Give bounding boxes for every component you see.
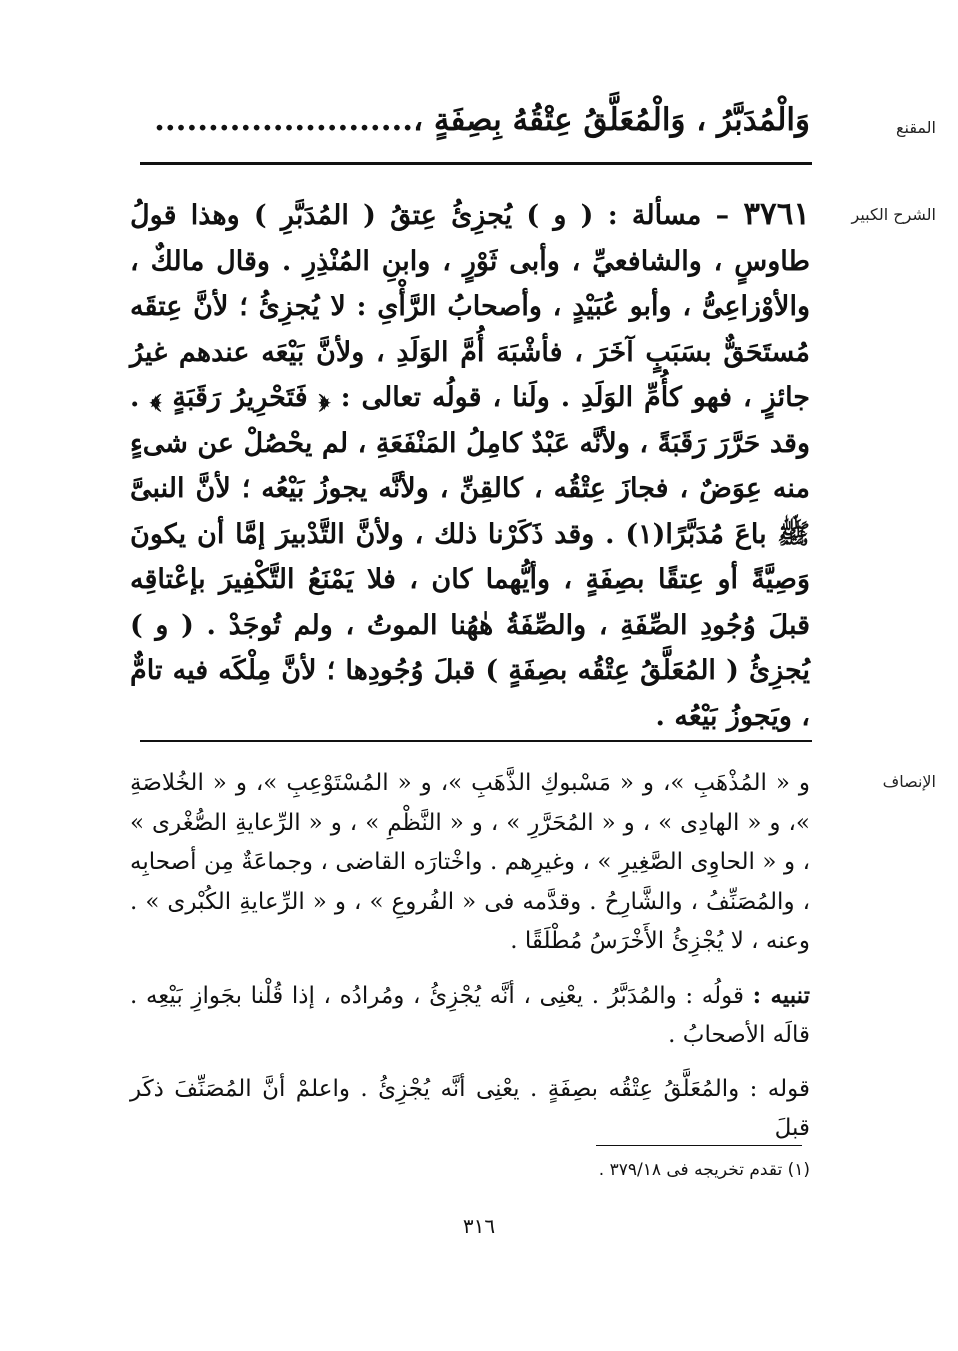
issue-number: ٣٧٦١	[743, 196, 810, 232]
tanbih-paragraph	[130, 976, 810, 1056]
page-number: ٣١٦	[462, 1214, 496, 1238]
sharh-body: – مسألة : ( و ) يُجزِئُ عِتقُ ( المُدَبَّرِ ) وهذا قولُ طاوسٍ ، والشافعيِّ ، وأبى ثَوْرٍ ، وابنِ المُنْذِرِ . وقال مالكٌ ، والأوْزاعِىُّ ، وأبو عُبَيْدٍ ، وأصحابُ الرَّأْىِ : لا يُجزِئُ ؛ لأنَّ عِتقَه مُستَحَقٌّ بسَبَبٍ آخَرَ ، فأشْبَهَ أُمَّ الوَلَدِ ، ولأنَّ بَيْعَه عندهم غيرُ جائزٍ ، فهو كأُمِّ الوَلَدِ . ولَنا ، قولُه تعالى : ﴿ فَتَحْرِيرُ رَقَبَةٍ ﴾ . وقد حَرَّرَ رَقَبَةً ، ولأنَّه عَبْدٌ كامِلُ المَنْفَعَةِ ، لم يحْصُلْ عن شىءٍ منه عِوَضٌ ، فجازَ عِتْقُه ، كالقِنِّ ، ولأنَّه يجوزُ بَيْعُه ؛ لأنَّ النبىَّ ﷺ باعَ مُدَبَّرًا(١) . وقد ذَكَرْنا ذلك ، ولأنَّ التَّدْبيرَ إمَّا أن يكونَ وَصِيَّةً أو عِتقًا بصِفَةٍ ، وأيُّهما كان ، فلا يَمْنَعُ التَّكْفِيرَ بإعْتاقِه قبلَ وُجُودِ الصِّفَةِ ، والصِّفَةُ هٰهُنا الموتُ ، ولم تُوجَدْ . ( و ) يُجزِئُ ( المُعَلَّقُ عِتْقُه بصِفَةٍ ) قبلَ وُجُودِها ؛ لأنَّ مِلْكَه فيه تامٌّ ، ويَجوزُ بَيْعُه .	[130, 200, 810, 732]
footnote: (١) تقدم تخريجه فى ٣٧٩/١٨ .	[598, 1160, 810, 1180]
tanbih-text: قولُه : والمُدَبَّرُ . يعْنِى ، أنَّه يُجْزِئُ ، ومُرادُه ، إذا قُلْنا بجَوازِ بَيْعِه . قالَه الأصحابُ .	[130, 982, 810, 1048]
section-rule	[140, 740, 812, 742]
insaf-text	[130, 764, 810, 1149]
insaf-label: الإنصاف	[882, 772, 936, 791]
sharh-paragraph	[130, 192, 810, 739]
qawl-paragraph: قوله : والمُعَلَّقُ عِتْقُه بصِفَةٍ . يعْنِى أنَّه يُجْزِئُ . واعلمْ أنَّ المُصَنِّفَ ذكَر قبلَ	[130, 1075, 810, 1141]
footnote-rule	[596, 1145, 802, 1146]
muqni-label: المقنع	[895, 118, 936, 137]
sharh-text	[130, 192, 810, 739]
insaf-paragraph: و « المُذْهَبِ »، و « مَسْبوكِ الذَّهَبِ »، و « المُسْتَوْعِبِ »، و « الخُلاصَةِ »، و « الهادِى » ، و « المُحَرَّرِ » ، و « النَّظْمِ » ، و « الرِّعايةِ الصُّغْرى » ، و « الحاوِى الصَّغِيرِ » ، وغيرِهم . واخْتارَه القاضى ، وجماعَةٌ مِن أصحابِه ، والمُصَنِّفُ ، والشَّارِحُ . وقدَّمه فى « الفُروعِ » ، و « الرِّعايةِ الكُبْرى » . وعنه ، لا يُجْزِئُ الأَخْرَسُ مُطْلَقًا .	[130, 770, 810, 954]
header-rule	[140, 162, 812, 165]
muqni-text: وَالْمُدَبَّرُ ، وَالْمُعَلَّقُ عِتْقُهُ بِصِفَةٍ ،........................	[154, 102, 810, 138]
sharh-label: الشرح الكبير	[851, 205, 936, 224]
tanbih-label: تنبيه :	[752, 981, 810, 1009]
